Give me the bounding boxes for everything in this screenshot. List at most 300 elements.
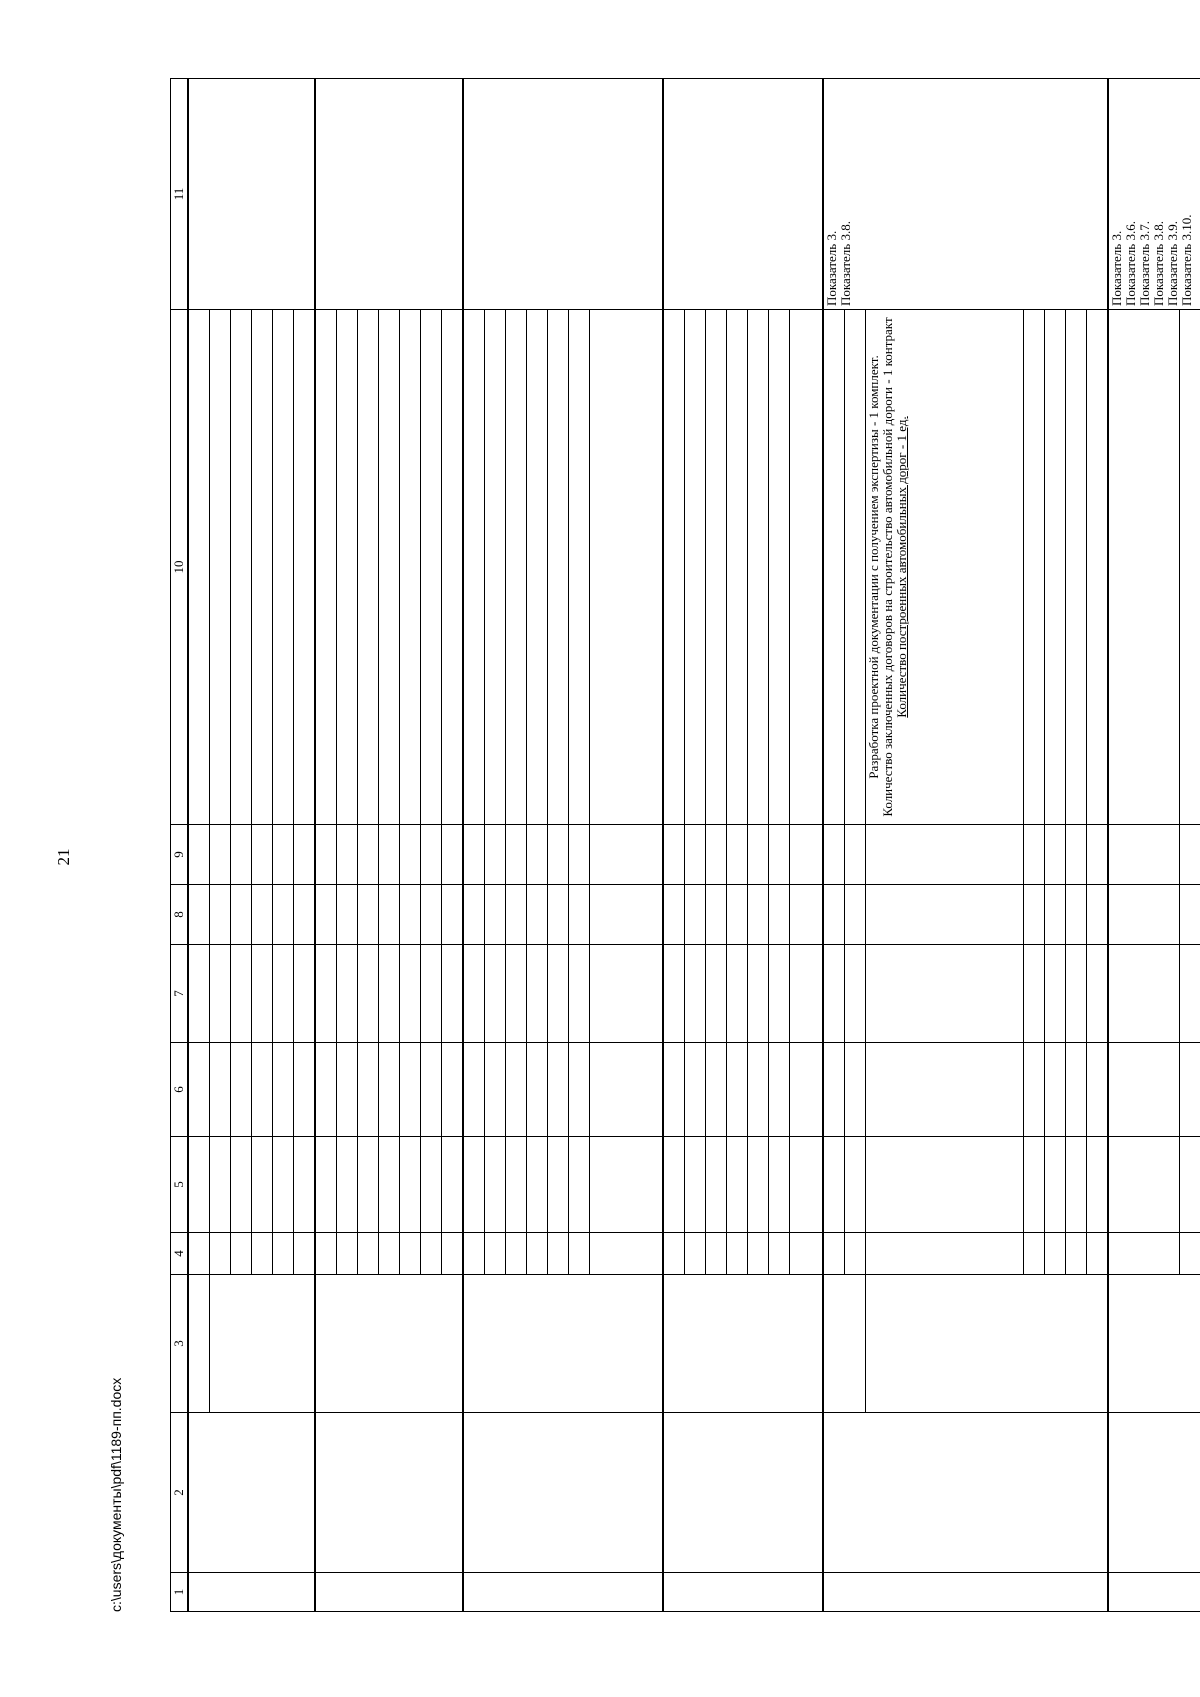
total-funding [845, 1137, 866, 1233]
value-cell [421, 310, 442, 825]
value-cell [663, 1043, 685, 1137]
value-cell [790, 1043, 824, 1137]
responsible-executor [315, 1275, 463, 1413]
indicator-line: Показатель 3.6. [1123, 221, 1139, 306]
value-cell [727, 1137, 748, 1233]
year-cell [1087, 1233, 1109, 1275]
federal-budget [845, 945, 866, 1043]
total-funding [823, 1137, 845, 1233]
result-line: Разработка проектной документации с получением экспертизы - 1 комплект. [866, 355, 881, 779]
result-indicator [1087, 310, 1109, 825]
value-cell [358, 885, 379, 945]
responsible-executor [463, 1275, 663, 1413]
value-cell [421, 825, 442, 885]
value-cell [315, 825, 337, 885]
indicator-link [663, 79, 823, 310]
section-h13-1 [188, 79, 315, 1612]
responsible-executor [188, 1275, 210, 1413]
item-number [315, 1573, 463, 1612]
year-cell [548, 1233, 569, 1275]
value-cell [315, 310, 337, 825]
item-description [188, 1413, 315, 1573]
value-cell [379, 885, 400, 945]
result-indicator [188, 310, 210, 825]
other-sources [1024, 825, 1045, 885]
value-cell [663, 885, 685, 945]
local-budget [231, 885, 252, 945]
value-cell [590, 825, 664, 885]
item-description [823, 1413, 1108, 1573]
value-cell [315, 1043, 337, 1137]
year-cell [823, 1233, 845, 1275]
value-cell [569, 1043, 590, 1137]
local-budget [1024, 885, 1045, 945]
value-cell [790, 885, 824, 945]
value-cell [548, 1043, 569, 1137]
value-cell [506, 1043, 527, 1137]
responsible-executor [1108, 1275, 1200, 1413]
year-cell [485, 1233, 506, 1275]
regional-budget [1108, 1043, 1180, 1137]
value-cell [400, 825, 421, 885]
other-sources [273, 825, 294, 885]
other-sources [1045, 825, 1066, 885]
item-number [823, 1573, 1108, 1612]
year-cell [569, 1233, 590, 1275]
value-cell [379, 1137, 400, 1233]
page-number: 21 [54, 848, 73, 866]
value-cell [706, 885, 727, 945]
regional-budget [1180, 1043, 1200, 1137]
year-cell [315, 1233, 337, 1275]
year-cell [1066, 1233, 1087, 1275]
result-indicator [294, 310, 316, 825]
indicator-line: Показатель 3. [1109, 230, 1124, 306]
indicator-link [315, 79, 463, 310]
value-cell [590, 310, 664, 825]
item-description [663, 1413, 823, 1573]
year-cell [463, 1233, 485, 1275]
value-cell [790, 945, 824, 1043]
local-budget [252, 885, 273, 945]
value-cell [569, 945, 590, 1043]
federal-budget [273, 945, 294, 1043]
regional-budget [823, 1043, 845, 1137]
rotated-page-content [170, 79, 1195, 1612]
result-indicator [252, 310, 273, 825]
regional-budget [273, 1043, 294, 1137]
federal-budget [1045, 945, 1066, 1043]
value-cell [769, 310, 790, 825]
total-funding [252, 1137, 273, 1233]
value-cell [590, 885, 664, 945]
value-cell [727, 945, 748, 1043]
year-cell [188, 1233, 210, 1275]
value-cell [527, 310, 548, 825]
result-indicator [866, 310, 1024, 825]
year-cell [845, 1233, 866, 1275]
value-cell [569, 1137, 590, 1233]
footer-path: c:\users\документы\pdf\1189-пп.docx [108, 1377, 124, 1612]
year-cell [1180, 1233, 1200, 1275]
indicator-line: Показатель 3.9. [1165, 221, 1181, 306]
value-cell [685, 885, 706, 945]
column-header-2: 2 [171, 1413, 189, 1573]
value-cell [463, 1137, 485, 1233]
value-cell [337, 1137, 358, 1233]
value-cell [463, 945, 485, 1043]
value-cell [748, 825, 769, 885]
column-header-7: 7 [171, 945, 189, 1043]
column-header-6: 6 [171, 1043, 189, 1137]
local-budget [1108, 885, 1180, 945]
value-cell [727, 310, 748, 825]
year-cell [706, 1233, 727, 1275]
federal-budget [231, 945, 252, 1043]
item-number [663, 1573, 823, 1612]
federal-budget [188, 945, 210, 1043]
indicator-link [188, 79, 315, 310]
federal-budget [294, 945, 316, 1043]
value-cell [706, 825, 727, 885]
value-cell [548, 1137, 569, 1233]
value-cell [569, 310, 590, 825]
result-indicator [1180, 310, 1200, 825]
regional-budget [845, 1043, 866, 1137]
total-funding [1108, 1137, 1180, 1233]
local-budget [188, 885, 210, 945]
value-cell [527, 825, 548, 885]
value-cell [442, 945, 464, 1043]
indicator-link [463, 79, 663, 310]
local-budget [210, 885, 231, 945]
federal-budget [1180, 945, 1200, 1043]
value-cell [727, 825, 748, 885]
other-sources [845, 825, 866, 885]
federal-budget [1087, 945, 1109, 1043]
value-cell [358, 945, 379, 1043]
year-cell [506, 1233, 527, 1275]
other-sources [1108, 825, 1180, 885]
value-cell [506, 885, 527, 945]
local-budget [1087, 885, 1109, 945]
year-cell [421, 1233, 442, 1275]
value-cell [358, 825, 379, 885]
other-sources [210, 825, 231, 885]
indicator-link [823, 79, 1108, 310]
local-budget [1045, 885, 1066, 945]
section-3.1.2.1 [315, 79, 463, 1612]
value-cell [485, 825, 506, 885]
year-cell [748, 1233, 769, 1275]
value-cell [548, 945, 569, 1043]
value-cell [706, 1043, 727, 1137]
header-row [171, 79, 189, 1612]
result-indicator [1024, 310, 1045, 825]
value-cell [442, 825, 464, 885]
value-cell [463, 310, 485, 825]
indicator-line: Показатель 3. [824, 230, 839, 306]
column-header-11: 11 [171, 79, 189, 310]
value-cell [463, 825, 485, 885]
local-budget [845, 885, 866, 945]
value-cell [485, 1043, 506, 1137]
local-budget [823, 885, 845, 945]
total-funding [188, 1137, 210, 1233]
value-cell [748, 945, 769, 1043]
value-cell [506, 310, 527, 825]
value-cell [337, 945, 358, 1043]
value-cell [548, 885, 569, 945]
result-indicator [231, 310, 252, 825]
value-cell [421, 885, 442, 945]
total-funding [294, 1137, 316, 1233]
value-cell [790, 1137, 824, 1233]
regional-budget [1024, 1043, 1045, 1137]
value-cell [590, 1043, 664, 1137]
value-cell [727, 885, 748, 945]
value-cell [569, 885, 590, 945]
value-cell [442, 885, 464, 945]
regional-budget [210, 1043, 231, 1137]
year-cell [252, 1233, 273, 1275]
year-cell [379, 1233, 400, 1275]
year-cell [727, 1233, 748, 1275]
indicator-line: Показатель 3.10. [1179, 214, 1195, 306]
year-cell [231, 1233, 252, 1275]
value-cell [463, 885, 485, 945]
column-header-5: 5 [171, 1137, 189, 1233]
value-cell [442, 1043, 464, 1137]
table-row [315, 79, 337, 1612]
total-funding [231, 1137, 252, 1233]
value-cell [400, 1137, 421, 1233]
value-cell [663, 945, 685, 1043]
other-sources [866, 825, 1024, 885]
year-cell [1108, 1233, 1180, 1275]
value-cell [685, 825, 706, 885]
federal-budget [1066, 945, 1087, 1043]
result-indicator [1108, 310, 1180, 825]
value-cell [748, 310, 769, 825]
value-cell [685, 310, 706, 825]
total-funding [1087, 1137, 1109, 1233]
value-cell [663, 825, 685, 885]
value-cell [748, 1137, 769, 1233]
value-cell [685, 945, 706, 1043]
column-header-4: 4 [171, 1233, 189, 1275]
year-cell [685, 1233, 706, 1275]
value-cell [379, 310, 400, 825]
item-description [463, 1413, 663, 1573]
value-cell [337, 885, 358, 945]
result-indicator [823, 310, 845, 825]
total-funding [273, 1137, 294, 1233]
total-funding [1180, 1137, 1200, 1233]
year-cell [790, 1233, 824, 1275]
value-cell [685, 1043, 706, 1137]
indicator-link [1108, 79, 1200, 310]
value-cell [315, 1137, 337, 1233]
total-funding [1045, 1137, 1066, 1233]
value-cell [706, 945, 727, 1043]
value-cell [337, 1043, 358, 1137]
table-row [663, 79, 685, 1612]
value-cell [400, 885, 421, 945]
item-description [315, 1413, 463, 1573]
value-cell [506, 1137, 527, 1233]
responsible-executor [823, 1275, 866, 1413]
other-sources [252, 825, 273, 885]
program-table [170, 78, 1200, 1612]
value-cell [769, 1043, 790, 1137]
column-header-9: 9 [171, 825, 189, 885]
table-row [1108, 79, 1180, 1612]
total-funding [1024, 1137, 1045, 1233]
value-cell [527, 1137, 548, 1233]
year-cell [1045, 1233, 1066, 1275]
total-funding [866, 1137, 1024, 1233]
result-indicator [845, 310, 866, 825]
result-indicator [273, 310, 294, 825]
responsible-executor [866, 1275, 1109, 1413]
value-cell [337, 825, 358, 885]
value-cell [548, 825, 569, 885]
value-cell [506, 945, 527, 1043]
column-header-10: 10 [171, 310, 189, 825]
regional-budget [1045, 1043, 1066, 1137]
value-cell [590, 945, 664, 1043]
value-cell [421, 945, 442, 1043]
year-cell [337, 1233, 358, 1275]
section-3.1.2.2 [463, 79, 663, 1612]
federal-budget [823, 945, 845, 1043]
result-line: Количество построенных автомобильных дорог - 1 ед. [894, 416, 910, 718]
regional-budget [231, 1043, 252, 1137]
other-sources [1180, 825, 1200, 885]
value-cell [569, 825, 590, 885]
value-cell [379, 825, 400, 885]
year-cell [210, 1233, 231, 1275]
value-cell [379, 1043, 400, 1137]
value-cell [358, 1137, 379, 1233]
value-cell [748, 1043, 769, 1137]
indicator-line: Показатель 3.8. [1151, 221, 1167, 306]
year-cell [769, 1233, 790, 1275]
value-cell [400, 945, 421, 1043]
value-cell [663, 1137, 685, 1233]
federal-budget [1108, 945, 1180, 1043]
value-cell [590, 1137, 664, 1233]
value-cell [748, 885, 769, 945]
year-cell [294, 1233, 316, 1275]
table-row [463, 79, 485, 1612]
value-cell [337, 310, 358, 825]
value-cell [485, 885, 506, 945]
value-cell [527, 945, 548, 1043]
regional-budget [188, 1043, 210, 1137]
value-cell [527, 1043, 548, 1137]
value-cell [769, 1137, 790, 1233]
item-number [188, 1573, 315, 1612]
result-line: Количество заключенных договоров на строительство автомобильной дороги - 1 контракт [880, 317, 896, 817]
value-cell [506, 825, 527, 885]
result-indicator [210, 310, 231, 825]
year-cell [663, 1233, 685, 1275]
value-cell [769, 885, 790, 945]
value-cell [315, 885, 337, 945]
year-cell [400, 1233, 421, 1275]
column-header-1: 1 [171, 1573, 189, 1612]
value-cell [421, 1043, 442, 1137]
value-cell [663, 310, 685, 825]
year-cell [442, 1233, 464, 1275]
responsible-executor [663, 1275, 823, 1413]
indicator-line: Показатель 3.8. [838, 221, 854, 306]
regional-budget [294, 1043, 316, 1137]
other-sources [1087, 825, 1109, 885]
value-cell [527, 885, 548, 945]
item-number [463, 1573, 663, 1612]
value-cell [485, 1137, 506, 1233]
federal-budget [1024, 945, 1045, 1043]
federal-budget [866, 945, 1024, 1043]
local-budget [1066, 885, 1087, 945]
total-funding [1066, 1137, 1087, 1233]
indicator-line: Показатель 3.7. [1137, 221, 1153, 306]
year-cell [866, 1233, 1024, 1275]
other-sources [823, 825, 845, 885]
federal-budget [210, 945, 231, 1043]
value-cell [769, 945, 790, 1043]
value-cell [442, 310, 464, 825]
local-budget [1180, 885, 1200, 945]
year-cell [527, 1233, 548, 1275]
section-3.1.2.5 [1108, 79, 1200, 1612]
value-cell [400, 310, 421, 825]
year-cell [1024, 1233, 1045, 1275]
regional-budget [1066, 1043, 1087, 1137]
column-header-8: 8 [171, 885, 189, 945]
value-cell [790, 310, 824, 825]
value-cell [358, 1043, 379, 1137]
item-number [1108, 1573, 1200, 1612]
other-sources [1066, 825, 1087, 885]
value-cell [706, 1137, 727, 1233]
value-cell [442, 1137, 464, 1233]
year-cell [590, 1233, 664, 1275]
value-cell [790, 825, 824, 885]
table-row [188, 79, 210, 1612]
local-budget [866, 885, 1024, 945]
value-cell [463, 1043, 485, 1137]
value-cell [685, 1137, 706, 1233]
total-funding [210, 1137, 231, 1233]
year-cell [358, 1233, 379, 1275]
year-cell [273, 1233, 294, 1275]
value-cell [358, 310, 379, 825]
section-3.1.2.3 [663, 79, 823, 1612]
value-cell [548, 310, 569, 825]
value-cell [400, 1043, 421, 1137]
other-sources [188, 825, 210, 885]
result-indicator [1066, 310, 1087, 825]
value-cell [485, 310, 506, 825]
value-cell [727, 1043, 748, 1137]
value-cell [315, 945, 337, 1043]
regional-budget [866, 1043, 1024, 1137]
regional-budget [252, 1043, 273, 1137]
